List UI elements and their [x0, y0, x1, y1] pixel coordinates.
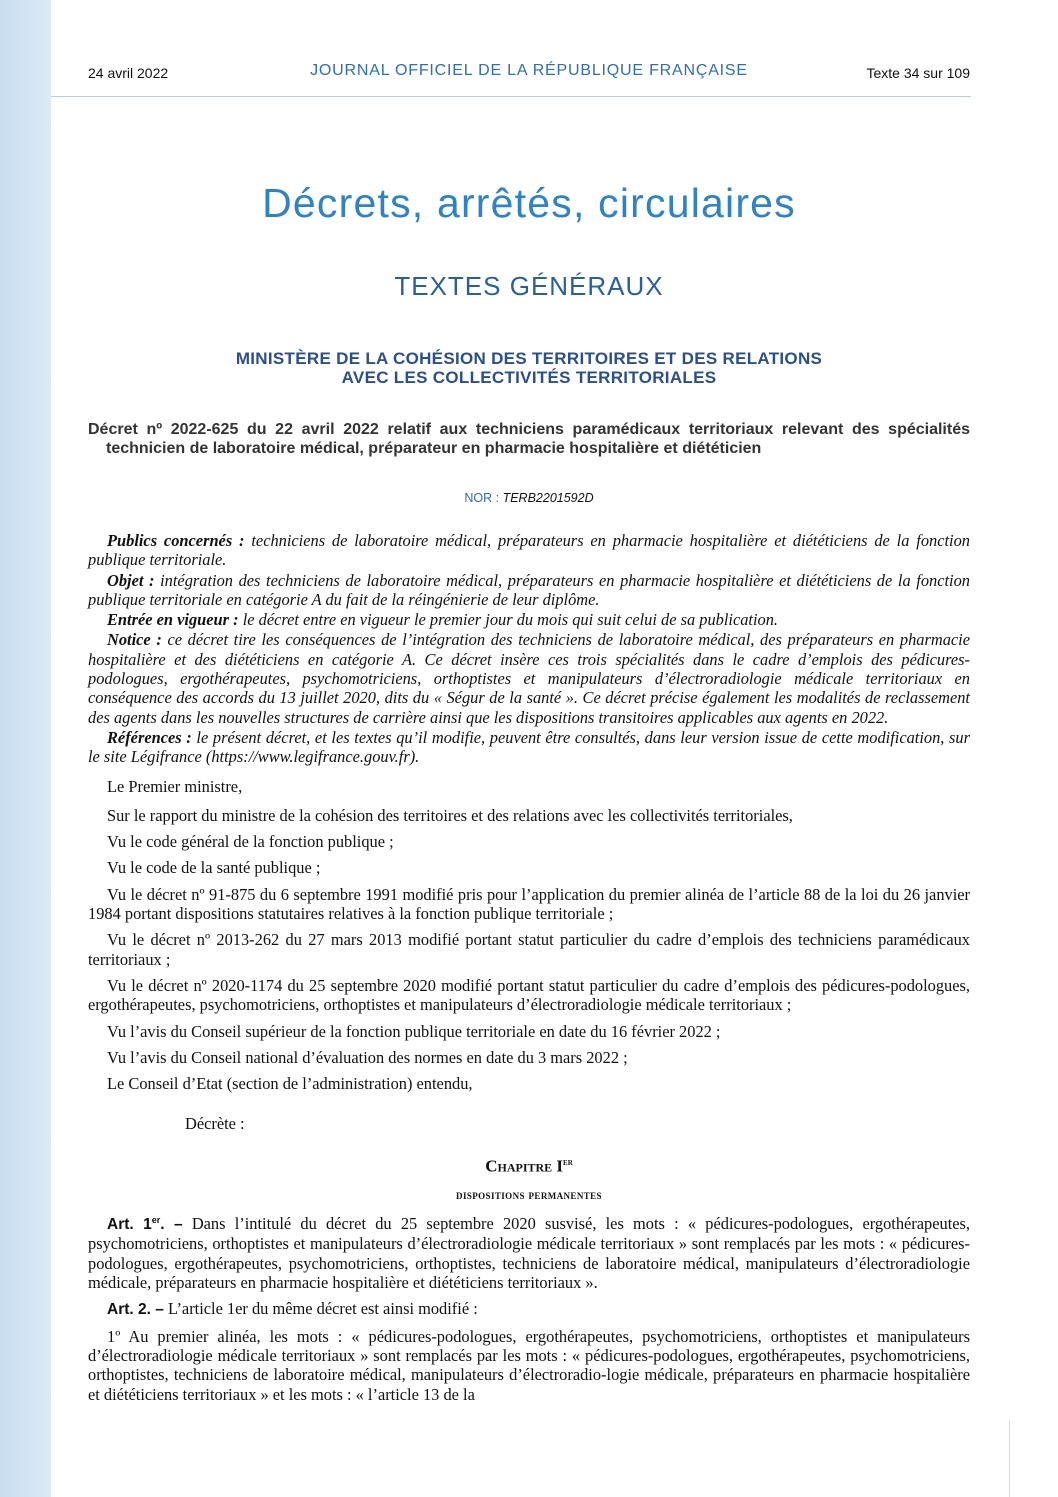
chapter-heading: Chapitre Ier	[485, 1156, 573, 1176]
notice-block	[88, 531, 970, 767]
preamble-line: Le Conseil d’Etat (section de l’administration) entendu,	[107, 1074, 473, 1094]
article-1: Art. 1er. – Dans l’intitulé du décret du 25 septembre 2020 susvisé, les mots : « pédicures-podologues, ergothérapeutes, psychomotriciens, orthoptistes et manipulateurs d’électroradiologie médicale territoriaux » sont remplacés par les mots : « pédicures-podologues, ergothérapeutes, psychomotriciens, orthoptistes, techniciens de laboratoire médical, manipulateurs d’électroradiologie médicale, préparateurs en pharmacie hospitalière et diététiciens territoriaux ».	[88, 1214, 971, 1293]
preamble-line: Vu le décret nº 2020-1174 du 25 septembre 2020 modifié portant statut particulier du cadre d’emplois des pédicures-podologues, ergothérapeutes, psychomotriciens, orthoptistes et manipulateurs d’électroradiologie médicale territoriaux ;	[88, 975, 970, 1015]
preamble-line: Vu le code général de la fonction publique ;	[107, 832, 394, 852]
decrete: Décrète :	[185, 1114, 245, 1134]
article-label: Art. 1er. –	[107, 1214, 183, 1234]
document-body	[88, 531, 970, 1404]
preamble-line: Sur le rapport du ministre de la cohésion des territoires et des relations avec les collectivités territoriales,	[107, 805, 793, 825]
preamble-line: Le Premier ministre,	[107, 776, 243, 796]
ministry-heading	[88, 349, 970, 387]
article-label: Art. 2. –	[107, 1301, 164, 1319]
notice-references: Références : le présent décret, et les textes qu’il modifie, peuvent être consultés, dans leur version issue de cette modification, sur le site Légifrance (https://www.legifrance.gouv.fr).	[88, 727, 970, 767]
notice-objet: Objet : intégration des techniciens de laboratoire médical, préparateurs en pharmacie hospitalière et diététiciens de la fonction publique territoriale en catégorie A du fait de la réingénierie de leur diplôme.	[88, 570, 970, 609]
preamble-line: Vu l’avis du Conseil supérieur de la fonction publique territoriale en date du 16 février 2022 ;	[107, 1021, 721, 1041]
nor-reference	[0, 491, 1058, 505]
page-title: Décrets, arrêtés, circulaires	[262, 180, 796, 226]
preamble-line: Vu le décret nº 91-875 du 6 septembre 1991 modifié pris pour l’application du premier alinéa de l’article 88 de la loi du 26 janvier 1984 portant dispositions statutaires relatives à la fonction publique territoriale ;	[88, 884, 970, 924]
nor-label: NOR :	[464, 491, 503, 505]
section-title: TEXTES GÉNÉRAUX	[394, 271, 664, 301]
notice-notice: Notice : ce décret tire les conséquences de l’intégration des techniciens de laboratoire médical, des préparateurs en pharmacie hospitalière et des diététiciens en catégorie A. Ce décret insère ces trois spécialités dans le cadre d’emplois des pédicures-podologues, ergothérapeutes, psychomotriciens, orthoptistes et manipulateurs d’électroradiologie médicale territoriaux en conséquence des accords du 13 juillet 2020, dits du « Ségur de la santé ». Ce décret précise également les modalités de reclassement des agents dans les nouvelles structures de carrière ainsi que les dispositions transitoires applicables aux agents en 2022.	[88, 630, 971, 727]
preamble-line: Vu le code de la santé publique ;	[107, 858, 321, 878]
article-2: Art. 2. – L’article 1er du même décret est ainsi modifié :	[107, 1299, 478, 1319]
right-margin-rule	[1009, 1420, 1010, 1497]
page-header	[88, 62, 970, 84]
article-2-item-1: 1º Au premier alinéa, les mots : « pédicures-podologues, ergothérapeutes, psychomotriciens, orthoptistes et manipulateurs d’électroradiologie médicale territoriaux » sont remplacés par les mots : « pédicures-podologues, ergothérapeutes, psychomotriciens, orthoptistes, techniciens de laboratoire médical, manipulateurs d’électroradio-logie médicale, préparateurs en pharmacie hospitalière et diététiciens territoriaux » et les mots : « l’article 13 de la	[88, 1326, 970, 1404]
decree-title: Décret nº 2022-625 du 22 avril 2022 relatif aux techniciens paramédicaux territoriaux relevant des spécialités technicien de laboratoire médical, préparateur en pharmacie hospitalière et diététicien	[88, 421, 970, 457]
preamble-line: Vu le décret nº 2013-262 du 27 mars 2013 modifié portant statut particulier du cadre d’emplois des techniciens paramédicaux territoriaux ;	[88, 930, 970, 969]
nor-value: TERB2201592D	[502, 491, 594, 505]
notice-publics: Publics concernés : techniciens de laboratoire médical, préparateurs en pharmacie hospitalière et diététiciens de la fonction publique territoriale.	[88, 531, 970, 570]
ministry-line-1: MINISTÈRE DE LA COHÉSION DES TERRITOIRES ET DES RELATIONS	[235, 349, 823, 368]
header-date: 24 avril 2022	[88, 65, 169, 81]
chapter-subtitle: dispositions permanentes	[456, 1186, 602, 1202]
notice-entree: Entrée en vigueur : le décret entre en vigueur le premier jour du mois qui suit celui de sa publication.	[107, 610, 779, 630]
journal-title: JOURNAL OFFICIEL DE LA RÉPUBLIQUE FRANÇAISE	[310, 62, 748, 79]
ministry-line-2: AVEC LES COLLECTIVITÉS TERRITORIALES	[341, 368, 717, 387]
text-number: Texte 34 sur 109	[866, 65, 970, 81]
preamble-line: Vu l’avis du Conseil national d’évaluation des normes en date du 3 mars 2022 ;	[107, 1047, 628, 1067]
header-divider	[51, 96, 971, 97]
